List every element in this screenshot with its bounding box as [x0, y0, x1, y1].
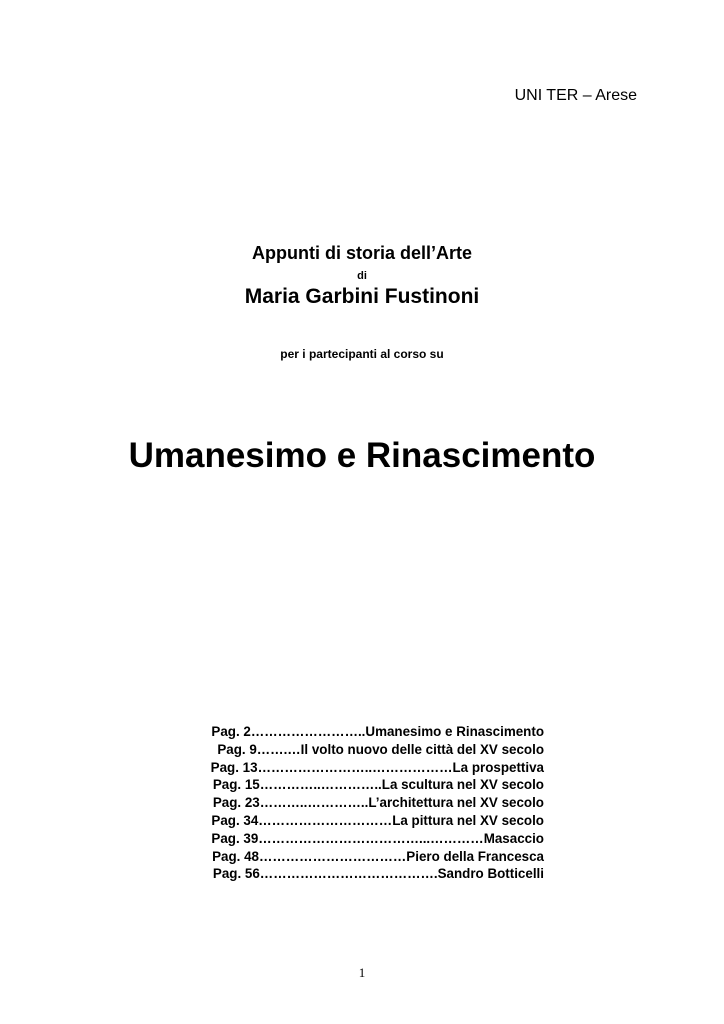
page-number: 1: [358, 965, 366, 980]
author-name: Maria Garbini Fustinoni: [244, 285, 480, 308]
organization-header: UNI TER – Arese: [514, 87, 637, 104]
author-connector: di: [357, 270, 367, 282]
toc-entry: Pag. 13……………………..………………La prospettiva: [210, 759, 544, 775]
page-title: Umanesimo e Rinascimento: [128, 436, 596, 475]
document-subtitle: Appunti di storia dell’Arte: [251, 243, 472, 263]
toc-entry: Pag. 39………………………………...…………Masaccio: [211, 830, 544, 846]
toc-entry: Pag. 34…………………………La pittura nel XV secolo: [211, 812, 544, 828]
table-of-contents: [140, 723, 544, 883]
toc-entry: Pag. 2……………………..Umanesimo e Rinascimento: [211, 724, 544, 739]
toc-entry: Pag. 48……………………………Piero della Francesca: [212, 848, 544, 864]
toc-entry: Pag. 15…………..…………..La scultura nel XV secolo: [212, 777, 544, 793]
course-intro-text: per i partecipanti al corso su: [280, 347, 444, 361]
toc-entry: Pag. 56………………………………….Sandro Botticelli: [212, 866, 544, 882]
toc-entry: Pag. 9…….…Il volto nuovo delle città del XV secolo: [217, 741, 544, 757]
toc-entry: Pag. 23………..…………..L’architettura nel XV secolo: [212, 795, 544, 811]
